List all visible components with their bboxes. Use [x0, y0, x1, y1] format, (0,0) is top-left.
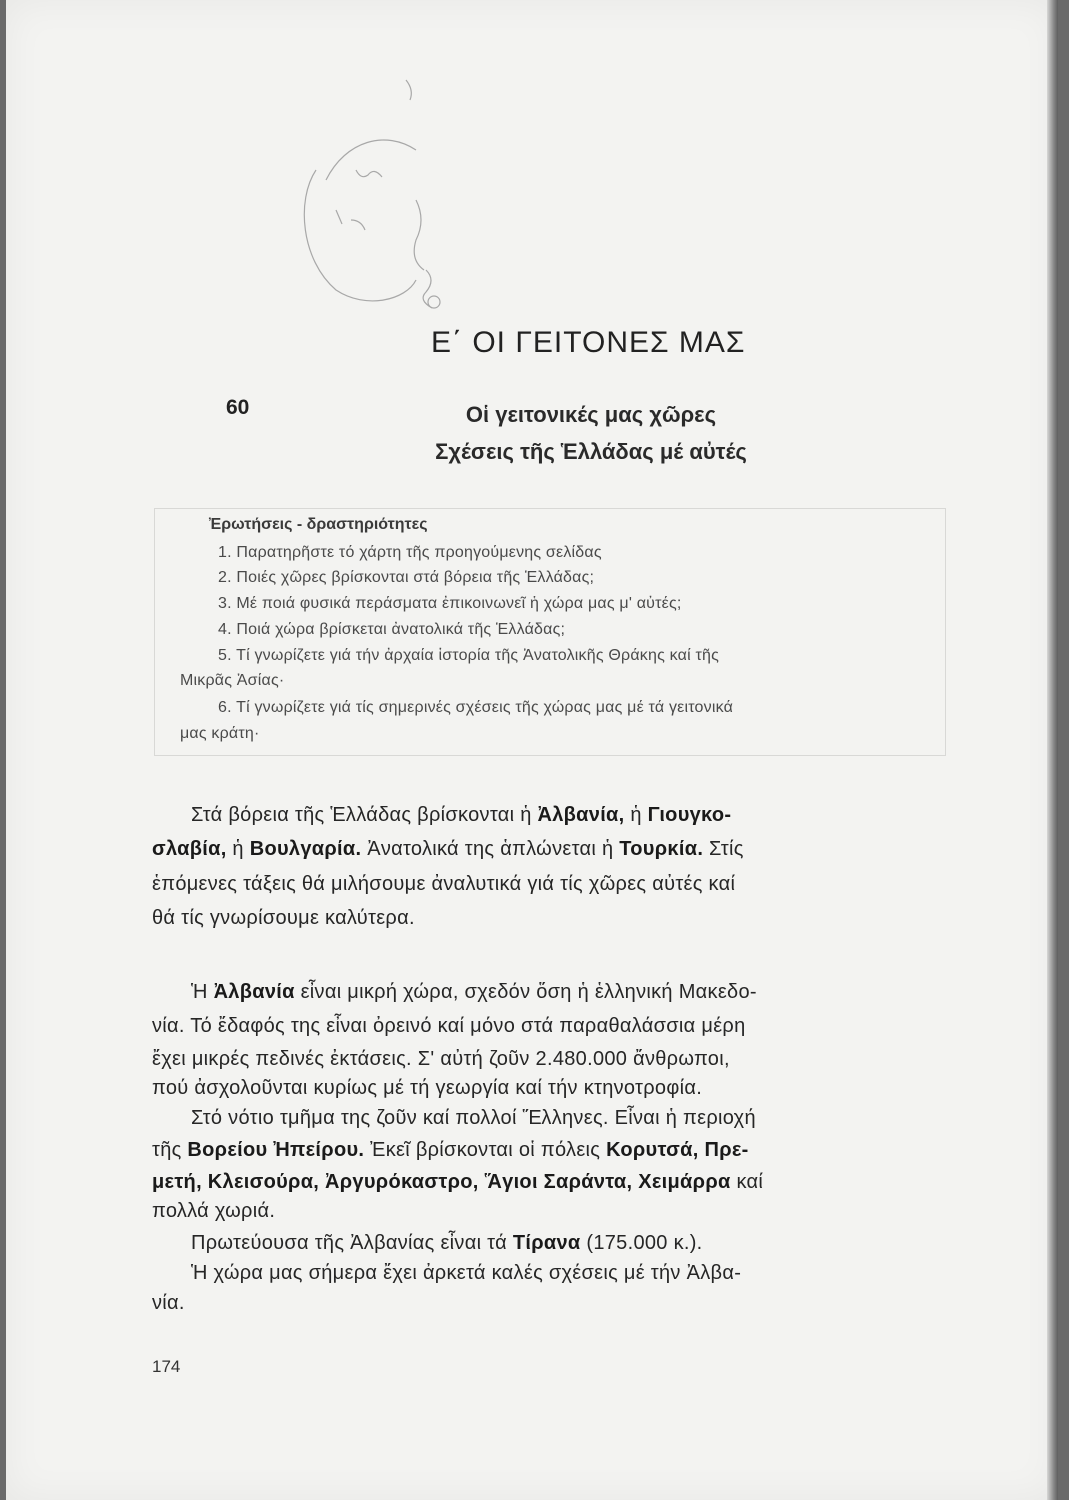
lesson-title-line: Σχέσεις τῆς Ἑλλάδας μέ αὐτές — [435, 439, 747, 464]
page-number: 174 — [152, 1357, 181, 1376]
question-item: Μικρᾶς Ἀσίας· — [180, 672, 285, 689]
chapter-title: Ε΄ ΟΙ ΓΕΙΤΟΝΕΣ ΜΑΣ — [431, 326, 746, 359]
page-edge — [1047, 0, 1058, 1500]
question-item: μας κράτη· — [180, 725, 260, 742]
albania-paragraph-line: Στό νότιο τμῆμα της ζοῦν καί πολλοί Ἕλληνες. Εἶναι ἡ περιοχή — [191, 1107, 756, 1129]
intro-paragraph-line: σλαβία, ἡ Βουλγαρία. Ἀνατολικά της ἁπλώνεται ἡ Τουρκία. Στίς — [152, 838, 744, 860]
albania-paragraph-line: Ἡ χώρα μας σήμερα ἔχει ἀρκετά καλές σχέσεις μέ τήν Ἀλβα- — [191, 1262, 742, 1284]
question-item: 1. Παρατηρῆστε τό χάρτη τῆς προηγούμενης σελίδας — [218, 544, 602, 561]
questions-heading: Ἐρωτήσεις - δραστηριότητες — [209, 516, 428, 533]
albania-paragraph-line: μετή, Κλεισούρα, Ἀργυρόκαστρο, Ἅγιοι Σαράντα, Χειμάρρα καί — [152, 1171, 764, 1193]
book-page — [6, 0, 1058, 1500]
albania-paragraph-line: ἔχει μικρές πεδινές ἐκτάσεις. Σ' αὐτή ζοῦν 2.480.000 ἄνθρωποι, — [152, 1048, 730, 1070]
albania-paragraph-line: νία. Τό ἔδαφός της εἶναι ὀρεινό καί μόνο στά παραθαλάσσια μέρη — [152, 1015, 746, 1037]
question-item: 4. Ποιά χώρα βρίσκεται ἀνατολικά τῆς Ἑλλάδας; — [218, 621, 566, 638]
intro-paragraph-line: Στά βόρεια τῆς Ἑλλάδας βρίσκονται ἡ Ἀλβανία, ἡ Γιουγκο- — [191, 804, 732, 826]
lesson-title — [361, 396, 821, 470]
albania-paragraph-line: νία. — [152, 1292, 185, 1314]
pencil-doodle — [256, 20, 486, 320]
albania-paragraph-line: τῆς Βορείου Ἠπείρου. Ἐκεῖ βρίσκονται οἱ πόλεις Κορυτσά, Πρε- — [152, 1139, 749, 1161]
albania-paragraph-line: Πρωτεύουσα τῆς Ἀλβανίας εἶναι τά Τίρανα (175.000 κ.). — [191, 1232, 703, 1254]
albania-paragraph-line: Ἡ Ἀλβανία εἶναι μικρή χώρα, σχεδόν ὅση ἡ ἑλληνική Μακεδο- — [191, 981, 757, 1003]
intro-paragraph-line: ἑπόμενες τάξεις θά μιλήσουμε ἀναλυτικά γιά τίς χῶρες αὐτές καί — [152, 873, 736, 895]
lesson-title-line: Οἱ γειτονικές μας χῶρες — [465, 402, 717, 427]
question-item: 5. Τί γνωρίζετε γιά τήν ἀρχαία ἱστορία τῆς Ἀνατολικῆς Θράκης καί τῆς — [218, 647, 720, 664]
question-item: 2. Ποιές χῶρες βρίσκονται στά βόρεια τῆς Ἑλλάδας; — [218, 569, 595, 586]
albania-paragraph-line: πού ἀσχολοῦνται κυρίως μέ τή γεωργία καί τήν κτηνοτροφία. — [152, 1077, 703, 1099]
question-item: 6. Τί γνωρίζετε γιά τίς σημερινές σχέσεις τῆς χώρας μας μέ τά γειτονικά — [218, 699, 734, 716]
albania-paragraph-line: πολλά χωριά. — [152, 1200, 276, 1222]
question-item: 3. Μέ ποιά φυσικά περάσματα ἐπικοινωνεῖ ἡ χώρα μας μ' αὐτές; — [218, 595, 682, 612]
lesson-number: 60 — [226, 396, 250, 419]
intro-paragraph-line: θά τίς γνωρίσουμε καλύτερα. — [152, 907, 415, 929]
